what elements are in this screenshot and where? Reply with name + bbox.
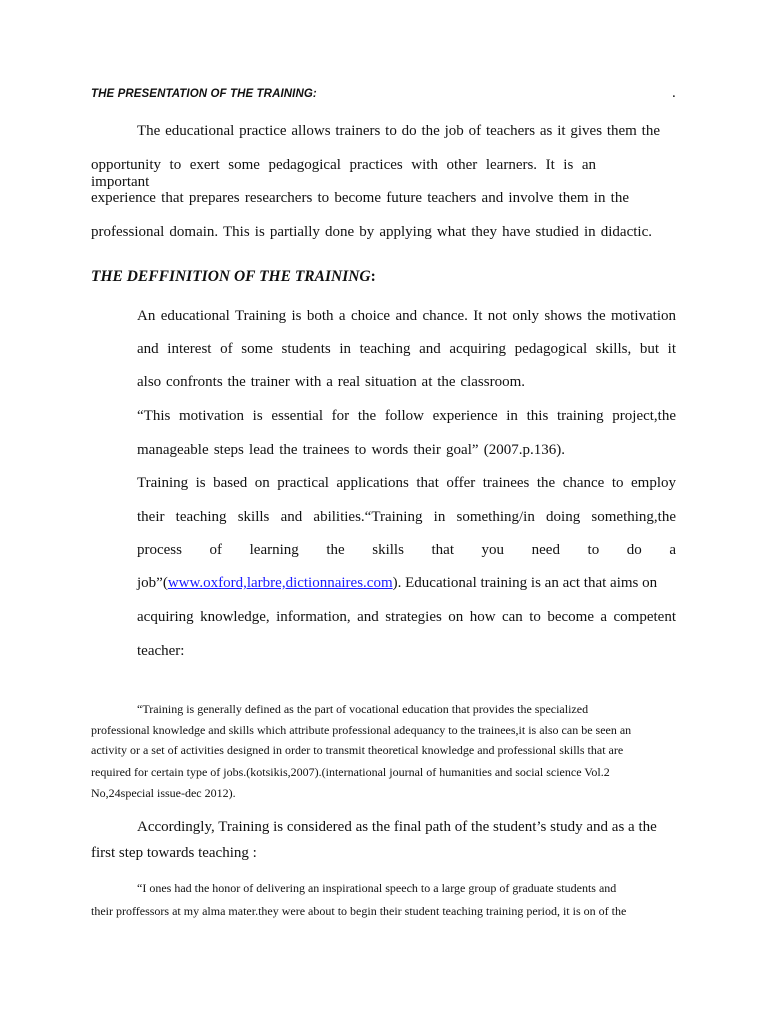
para2-line: and interest of some students in teaching and acquiring pedagogical skills, but it	[137, 341, 676, 357]
block-quote-line: activity or a set of activities designed in order to transmit theoretical knowledge and professional skills that are	[91, 743, 624, 757]
para2-line: An educational Training is both a choice and chance. It not only shows the motivation	[137, 308, 676, 324]
heading-definition	[91, 268, 376, 286]
block-quote-line: “Training is generally defined as the part of vocational education that provides the specialized	[137, 702, 589, 716]
para1-line: The educational practice allows trainers to do the job of teachers as it gives them the	[137, 123, 660, 139]
para3-line: Training is based on practical applications that offer trainees the chance to employ	[137, 475, 676, 491]
para3-line: acquiring knowledge, information, and strategies on how can to become a competent	[137, 609, 676, 625]
block-quote-line: No,24special issue-dec 2012).	[91, 786, 236, 800]
para3-link-suffix: ). Educational training is an act that aims on	[392, 575, 658, 591]
para4-line: Accordingly, Training is considered as the final path of the student’s study and as a the	[137, 819, 657, 835]
para3-line: teacher:	[137, 643, 185, 659]
stray-dot: .	[672, 85, 676, 101]
dictionary-link[interactable]: www.oxford,larbre,dictionnaires.com	[167, 575, 393, 591]
quote2-line: “I ones had the honor of delivering an inspirational speech to a large group of graduate students and	[137, 881, 617, 895]
heading-presentation: THE PRESENTATION OF THE TRAINING:	[91, 88, 317, 100]
heading-definition-colon: :	[370, 268, 376, 285]
heading-definition-text: THE DEFFINITION OF THE TRAINING	[91, 268, 371, 285]
para3-line-with-link	[137, 575, 657, 592]
para1-line: opportunity to exert some pedagogical practices with other learners. It is an important	[91, 157, 596, 190]
quote1-line: “This motivation is essential for the follow experience in this training project,the	[137, 408, 676, 424]
para3-link-prefix: job”(	[137, 575, 168, 591]
para4-line: first step towards teaching :	[91, 845, 257, 861]
para3-line: their teaching skills and abilities.“Training in something/in doing something,the	[137, 509, 676, 525]
para3-line: process of learning the skills that you need to do a	[137, 542, 676, 558]
para1-line: professional domain. This is partially done by applying what they have studied in didactic.	[91, 224, 652, 240]
block-quote-line: professional knowledge and skills which attribute professional adequancy to the trainees,it is also can be seen an	[91, 723, 632, 737]
quote1-line: manageable steps lead the trainees to words their goal” (2007.p.136).	[137, 442, 565, 458]
para1-line: experience that prepares researchers to become future teachers and involve them in the	[91, 190, 629, 206]
para2-line: also confronts the trainer with a real situation at the classroom.	[137, 374, 525, 390]
block-quote-line: required for certain type of jobs.(kotsikis,2007).(international journal of humanities and social science Vol.2	[91, 765, 610, 779]
quote2-line: their proffessors at my alma mater.they were about to begin their student teaching training period, it is on of the	[91, 904, 627, 918]
